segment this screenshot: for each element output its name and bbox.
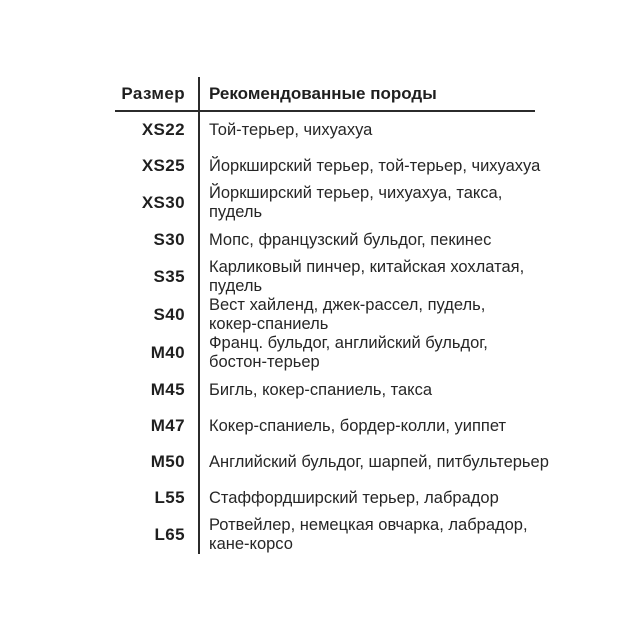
breeds-line: Стаффордширский терьер, лабрадор: [209, 488, 499, 507]
table-row: [115, 408, 535, 444]
table-row: [115, 372, 535, 408]
breeds-list: [198, 516, 535, 554]
table-row: [115, 516, 535, 554]
size-code: M47: [150, 416, 185, 435]
breeds-line: кане-корсо: [209, 535, 293, 553]
breeds-list: [198, 334, 535, 372]
breeds-list: [198, 381, 535, 400]
size-code: XS30: [141, 193, 185, 212]
breeds-line: Той-терьер, чихуахуа: [209, 120, 373, 139]
size-code: XS25: [141, 156, 185, 175]
breeds-line: пудель: [209, 277, 263, 295]
size-code: XS22: [141, 120, 185, 139]
breeds-line: Мопс, французский бульдог, пекинес: [209, 230, 492, 249]
breeds-list: [198, 489, 535, 508]
table-row: [115, 112, 535, 148]
breeds-line: Йоркширский терьер, той-терьер, чихуахуа: [209, 156, 541, 175]
breeds-line: Бигль, кокер-спаниель, такса: [209, 380, 433, 399]
breeds-list: [198, 121, 535, 140]
breeds-line: пудель: [209, 203, 263, 221]
breeds-line: Английский бульдог, шарпей, питбультерьер: [209, 452, 549, 471]
table-row: [115, 334, 535, 372]
breeds-line: Кокер-спаниель, бордер-колли, уиппет: [209, 416, 507, 435]
column-header-breeds: Рекомендованные породы: [209, 84, 437, 103]
size-code: M50: [150, 452, 185, 471]
breeds-list: [198, 231, 535, 250]
size-code: M45: [150, 380, 185, 399]
table-row: [115, 148, 541, 184]
table-row: [115, 222, 535, 258]
column-divider: [198, 77, 200, 554]
breeds-line: Франц. бульдог, английский бульдог,: [209, 334, 488, 352]
breeds-line: Йоркширский терьер, чихуахуа, такса,: [209, 184, 503, 202]
breeds-line: кокер-спаниель: [209, 315, 329, 333]
breeds-line: Карликовый пинчер, китайская хохлатая,: [209, 258, 525, 276]
breeds-list: [198, 453, 549, 472]
breeds-list: [198, 157, 540, 176]
breeds-line: Вест хайленд, джек-рассел, пудель,: [209, 296, 486, 314]
breeds-list: [198, 258, 535, 296]
breeds-line: Ротвейлер, немецкая овчарка, лабрадор,: [209, 516, 528, 534]
table-header-row: [115, 77, 535, 112]
table-row: [115, 444, 549, 480]
size-code: L55: [154, 488, 185, 507]
breeds-list: [198, 184, 535, 222]
size-code: L65: [154, 525, 185, 544]
breeds-list: [198, 417, 535, 436]
size-code: S30: [153, 230, 185, 249]
table-body: [115, 112, 549, 554]
table-row: [115, 296, 535, 334]
size-table: [115, 77, 549, 554]
breeds-line: бостон-терьер: [209, 353, 320, 371]
table-row: [115, 480, 535, 516]
size-code: M40: [150, 343, 185, 362]
size-code: S35: [153, 267, 185, 286]
column-header-size: Размер: [121, 83, 185, 103]
table-row: [115, 258, 535, 296]
size-code: S40: [153, 305, 185, 324]
table-row: [115, 184, 535, 222]
breeds-list: [198, 296, 535, 334]
